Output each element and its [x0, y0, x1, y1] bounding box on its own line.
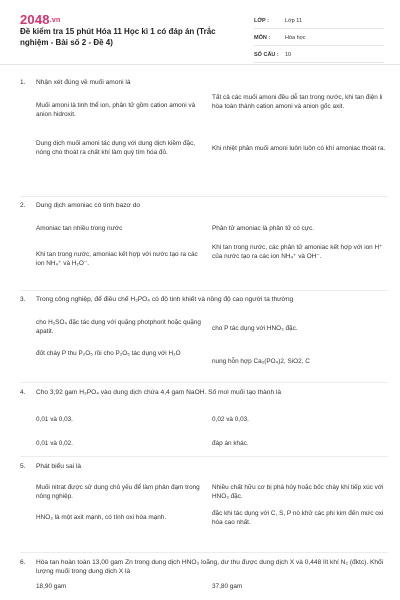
divider — [20, 382, 388, 383]
answer-option[interactable]: Dung dịch muối amoni tác dụng với dung dịch kiềm đặc, nóng cho thoát ra chất khí làm quỳ tím hóa đỏ. — [36, 140, 196, 157]
question-1: 1. Nhận xét đúng về muối amoni là Muối amoni là tinh thể ion, phân tử gồm cation amoni và anion hidroxit. Tất cả các muối amoni đều dễ tan trong nước, khi tan điện li hòa toàn thành cation amoni và anion gốc axit. Dung dịch muối amoni tác dụng với dung dịch kiềm đặc, nóng cho thoát ra chất khí làm quỳ tím hóa đỏ. Khi nhiệt phân muối amoni luôn luôn có khí amoniac thoát ra. — [20, 78, 388, 87]
divider — [20, 456, 388, 457]
question-6: 6. Hòa tan hoàn toàn 13,00 gam Zn trong dung dịch HNO₃ loãng, dư thu được dung dịch X và 0,448 lít khí N₂ (đktc). Khối lượng muối trong dung dịch X là 18,90 gam 37,80 gam — [20, 558, 388, 576]
answer-option[interactable]: cho H₂SO₄ đặc tác dụng với quặng photphorit hoặc quặng apatit. — [36, 319, 201, 336]
answer-option[interactable]: Muối nitrat được sử dụng chủ yếu để làm phân đạm trong nông nghiệp. — [36, 484, 200, 501]
question-text: Dung dịch amoniac có tính bazơ do — [36, 202, 141, 209]
answer-option[interactable]: đáp án khác. — [212, 440, 249, 447]
question-text: Nhận xét đúng về muối amoni là — [36, 79, 131, 86]
site-logo[interactable]: 2048.vn — [20, 12, 61, 27]
answer-option[interactable]: đốt cháy P thu P₂O₅ rồi cho P₂O₅ tác dụng với H₂O — [36, 350, 181, 357]
divider — [20, 552, 388, 553]
question-text: Cho 3,92 gam H₃PO₄ vào dung dịch chứa 4,4 gam NaOH. Số mol muối tạo thành là — [36, 389, 282, 396]
answer-option[interactable]: Nhiều chất hữu cơ bị phá hủy hoặc bốc cháy khi tiếp xúc với HNO₃ đặc. — [212, 484, 384, 501]
answer-option[interactable]: 0,02 và 0,03. — [212, 416, 249, 423]
question-4: 4. Cho 3,92 gam H₃PO₄ vào dung dịch chứa 4,4 gam NaOH. Số mol muối tạo thành là 0,01 và 0,03. 0,02 và 0,03. 0,01 và 0,02. đáp án khác. — [20, 388, 388, 397]
answer-option[interactable]: 0,01 và 0,02. — [36, 440, 73, 447]
question-text: Phát biểu sai là — [36, 463, 82, 470]
question-text: Hòa tan hoàn toàn 13,00 gam Zn trong dung dịch HNO₃ loãng, dư thu được dung dịch X và 0,448 lít khí N₂ (đktc). Khối lượng muối trong dung dịch X là — [36, 559, 384, 575]
answer-option[interactable]: Khi tan trong nước, amoniac kết hợp với nước tạo ra các ion NH₄⁺ và H₂O⁻. — [36, 251, 198, 268]
question-5: 5. Phát biểu sai là Muối nitrat được sử dụng chủ yếu để làm phân đạm trong nông nghiệp. Nhiều chất hữu cơ bị phá hủy hoặc bốc cháy khi tiếp xúc với HNO₃ đặc. HNO₃ là một axit mạnh, có tính oxi hóa mạnh. đặc khi tác dụng với C, S, P nó khử các phi kim đến mức oxi hóa cao nhất. — [20, 462, 388, 471]
answer-option[interactable]: Khi nhiệt phân muối amoni luôn luôn có khí amoniac thoát ra. — [212, 145, 386, 152]
answer-option[interactable]: Phân tử amoniac là phân tử có cực. — [212, 225, 315, 232]
answer-option[interactable]: 37,80 gam — [212, 583, 243, 590]
question-3: 3. Trong công nghiệp, để điều chế H₃PO₄ có độ tinh khiết và nồng độ cao người ta thường cho H₂SO₄ đặc tác dụng với quặng photphorit hoặc quặng apatit. cho P tác dụng với HNO₃ đặc. đốt cháy P thu P₂O₅ rồi cho P₂O₅ tác dụng với H₂O nung hỗn hợp Ca₃(PO₄)2, SiO2, C — [20, 295, 388, 304]
answer-option[interactable]: cho P tác dụng với HNO₃ đặc. — [212, 325, 298, 332]
meta-count: SỐ CÂU : 10 — [254, 48, 384, 63]
answer-option[interactable]: Muối amoni là tinh thể ion, phân tử gồm cation amoni và anion hidroxit. — [36, 102, 196, 119]
meta-subject: MÔN : Hóa học — [254, 31, 384, 46]
answer-option[interactable]: 0,01 và 0,03. — [36, 416, 73, 423]
divider — [20, 290, 388, 291]
answer-option[interactable]: 18,90 gam — [36, 583, 67, 590]
answer-option[interactable]: đặc khi tác dụng với C, S, P nó khử các phi kim đến mức oxi hóa cao nhất. — [212, 510, 384, 527]
answer-option[interactable]: nung hỗn hợp Ca₃(PO₄)2, SiO2, C — [212, 358, 310, 365]
divider — [20, 196, 388, 197]
question-2: 2. Dung dịch amoniac có tính bazơ do Amoniac tan nhiều trong nước Phân tử amoniac là phân tử có cực. Khi tan trong nước, amoniac kết hợp với nước tạo ra các ion NH₄⁺ và H₂O⁻. Khi tan trong nước, các phân tử amoniac kết hợp với ion H⁺ của nước tạo ra các ion NH₄⁺ và OH⁻. — [20, 201, 388, 210]
answer-option[interactable]: Tất cả các muối amoni đều dễ tan trong nước, khi tan điện li hòa toàn thành cation amoni và anion gốc axit. — [212, 94, 383, 111]
answer-option[interactable]: Khi tan trong nước, các phân tử amoniac kết hợp với ion H⁺ của nước tạo ra các ion NH₄⁺ và OH⁻. — [212, 244, 383, 261]
exam-header — [0, 0, 400, 65]
answer-option[interactable]: HNO₃ là một axit mạnh, có tính oxi hóa mạnh. — [36, 514, 167, 521]
exam-meta — [254, 14, 384, 65]
question-text: Trong công nghiệp, để điều chế H₃PO₄ có độ tinh khiết và nồng độ cao người ta thường — [36, 296, 294, 303]
meta-class: LỚP : Lớp 11 — [254, 14, 384, 29]
exam-title: Đề kiểm tra 15 phút Hóa 11 Học kì 1 có đáp án (Trắc nghiệm - Bài số 2 - Đề 4) — [20, 27, 216, 47]
answer-option[interactable]: Amoniac tan nhiều trong nước — [36, 225, 123, 232]
